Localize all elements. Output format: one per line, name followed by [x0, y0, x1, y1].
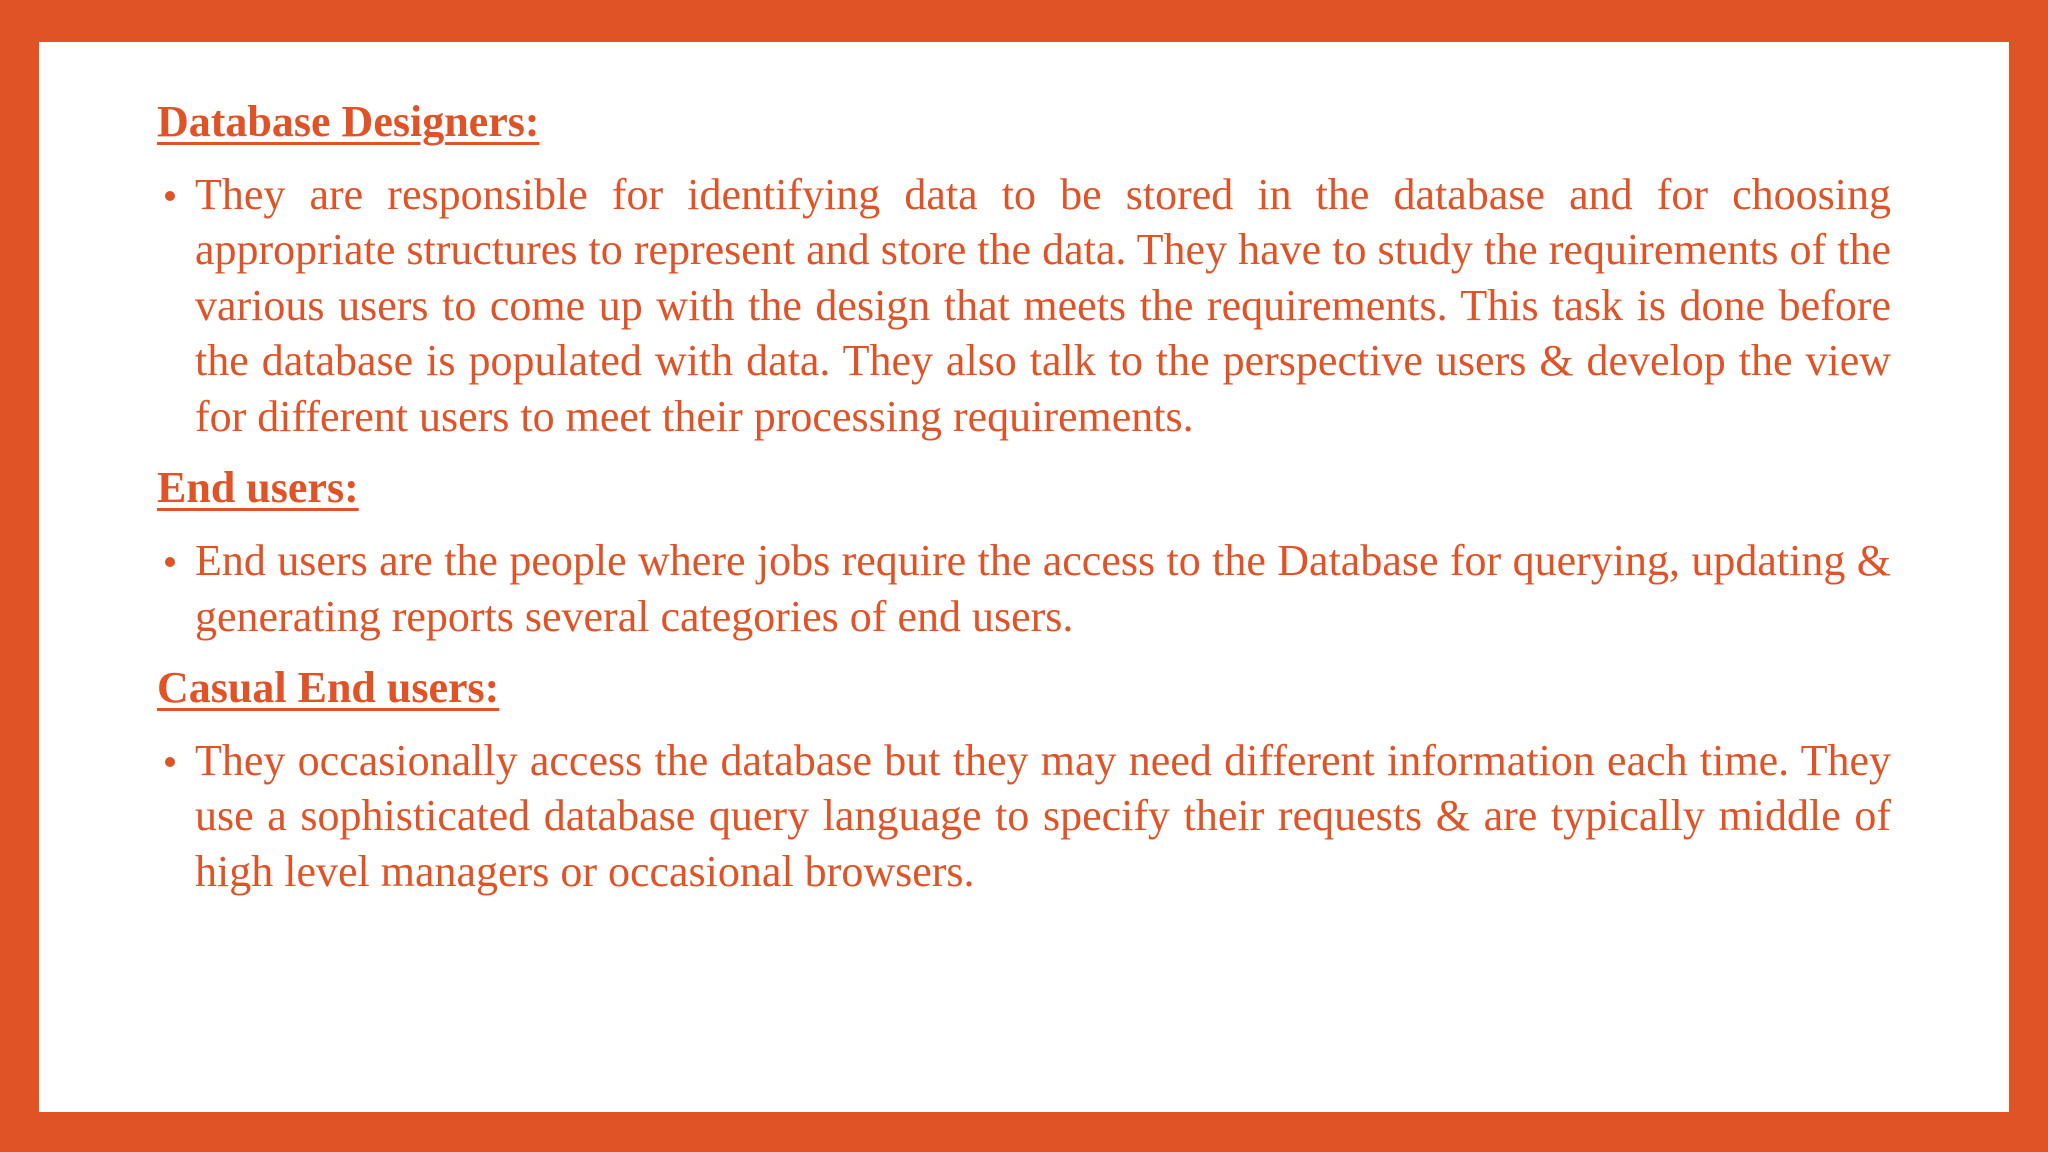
section-heading: Casual End users:	[157, 663, 500, 713]
bullet-list	[157, 167, 1891, 445]
bullet-list	[157, 533, 1891, 644]
bullet-text: They occasionally access the database but they may need different information each time. They use a sophisticated database query language to specify their requests & are typically middle of high level managers or occasional browsers.	[195, 735, 1891, 896]
slide-text-body	[157, 96, 1891, 917]
bullet-dot-icon	[165, 557, 175, 567]
bullet-text: End users are the people where jobs require the access to the Database for querying, updating & generating reports several categories of end users.	[195, 536, 1891, 641]
section-heading: End users:	[157, 463, 359, 513]
section-heading: Database Designers:	[157, 97, 540, 146]
bullet-text: They are responsible for identifying data to be stored in the database and for choosing appropriate structures to represent and store the data. They have to study the requirements of the various users to come up with the design that meets the requirements. This task is done before the database is populated with data. They also talk to the perspective users & develop the view for different users to meet their processing requirements.	[195, 169, 1891, 441]
section-database-designers	[157, 96, 1891, 444]
bullet-item	[157, 733, 1891, 900]
bullet-dot-icon	[165, 757, 175, 767]
section-end-users	[157, 462, 1891, 644]
section-casual-end-users	[157, 662, 1891, 899]
slide-content-area	[39, 42, 2009, 1112]
bullet-dot-icon	[165, 191, 175, 201]
bullet-item	[157, 533, 1891, 644]
bullet-list	[157, 733, 1891, 900]
bullet-item	[157, 167, 1891, 445]
